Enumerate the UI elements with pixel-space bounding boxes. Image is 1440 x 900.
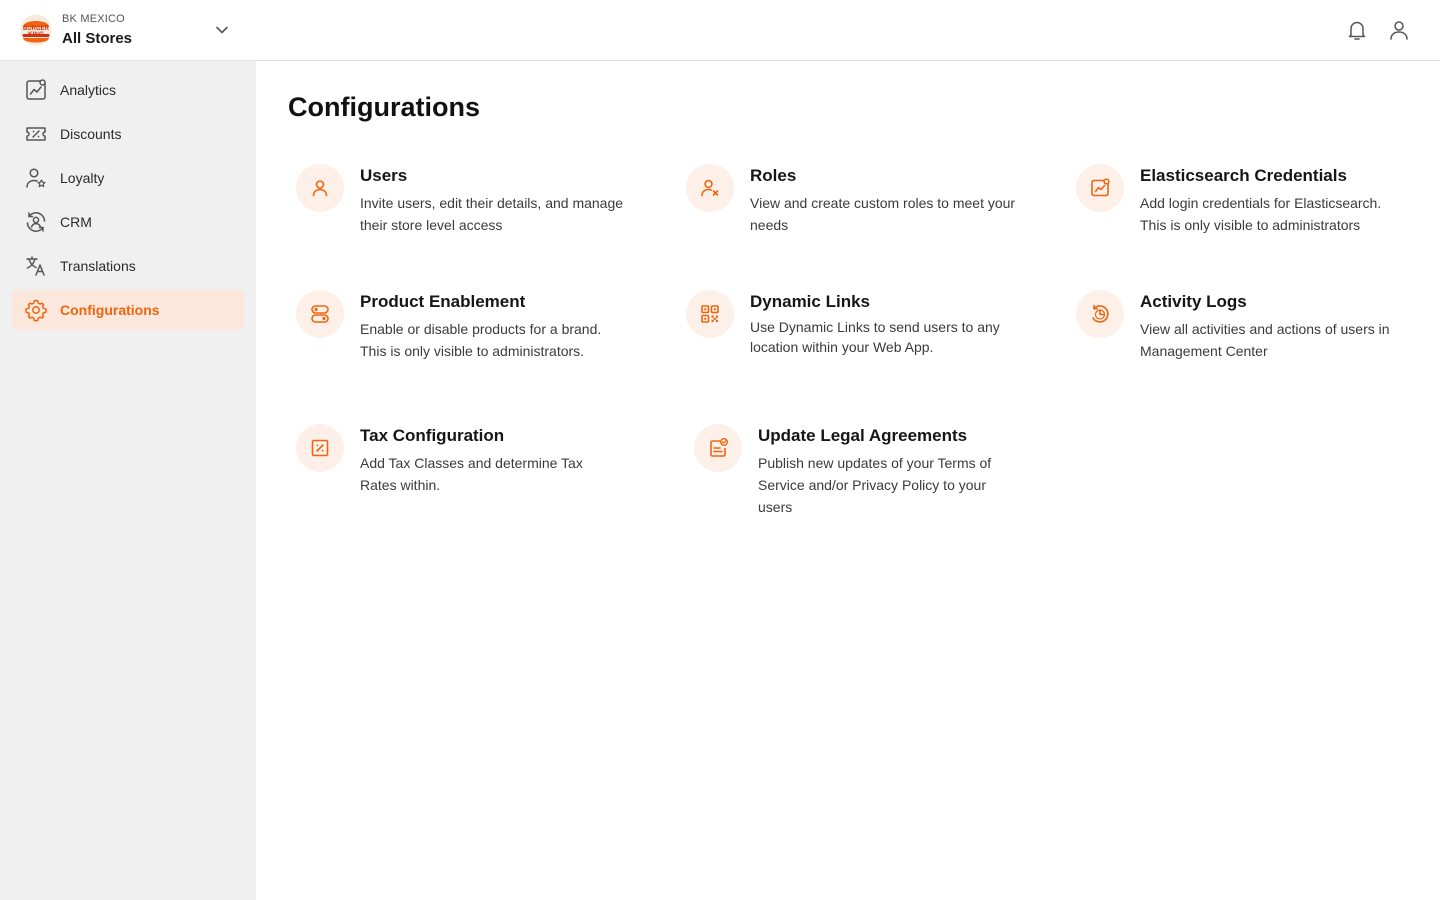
user-icon [308,176,332,200]
toggle-icon [308,302,332,326]
config-card-users[interactable] [296,164,636,264]
card-icon-circle [1076,290,1124,338]
card-icon-circle [686,164,734,212]
sidebar-item-configurations[interactable] [12,290,244,330]
sidebar [0,61,256,900]
burger-king-logo[interactable] [20,14,52,46]
qr-code-icon [698,302,722,326]
document-check-icon [706,436,730,460]
loyalty-user-star-icon [24,166,48,190]
user-icon [1387,18,1411,42]
card-description: View all activities and actions of users in Management Center [1140,321,1390,359]
sidebar-item-translations[interactable] [12,246,244,286]
card-title: Activity Logs [1140,292,1247,311]
clock-history-icon [1088,302,1112,326]
card-title: Dynamic Links [750,292,870,311]
svg-text:BURGER: BURGER [22,26,50,33]
card-title: Users [360,166,408,185]
card-description: Use Dynamic Links to send users to any location within your Web App. [750,319,1000,355]
card-title: Tax Configuration [360,426,505,445]
card-title: Update Legal Agreements [758,426,968,445]
sidebar-item-label: Analytics [60,82,117,98]
sidebar-item-analytics[interactable] [12,70,244,110]
sidebar-item-discounts[interactable] [12,114,244,154]
sidebar-item-loyalty[interactable] [12,158,244,198]
card-description: Enable or disable products for a brand. This is only visible to administrators. [360,321,602,359]
card-icon-circle [686,290,734,338]
card-title: Product Enablement [360,292,526,311]
config-card-tax-configuration[interactable] [296,424,636,524]
analytics-icon [24,78,48,102]
bell-icon [1345,18,1369,42]
gear-icon [24,298,48,322]
config-card-product-enablement[interactable] [296,290,636,390]
config-card-update-legal-agreements[interactable] [694,424,1034,534]
notifications-button[interactable] [1343,16,1371,44]
card-icon-circle [694,424,742,472]
card-description: Publish new updates of your Terms of Service and/or Privacy Policy to your users [758,455,992,515]
discount-ticket-icon [24,122,48,146]
sidebar-item-label: CRM [60,214,92,230]
config-card-elasticsearch-credentials[interactable] [1076,164,1416,264]
chevron-down-icon[interactable] [214,22,230,38]
tax-percent-icon [308,436,332,460]
translate-icon [24,254,48,278]
card-description: Invite users, edit their details, and manage their store level access [360,195,624,233]
card-title: Elasticsearch Credentials [1140,166,1347,185]
account-button[interactable] [1385,16,1413,44]
config-card-activity-logs[interactable] [1076,290,1416,390]
card-icon-circle [296,164,344,212]
crm-user-refresh-icon [24,210,48,234]
card-icon-circle [1076,164,1124,212]
card-description: View and create custom roles to meet your needs [750,195,1016,233]
sidebar-item-label: Configurations [60,302,160,318]
chart-badge-icon [1088,176,1112,200]
svg-text:KING: KING [28,30,44,38]
top-header [0,0,1440,61]
sidebar-item-crm[interactable] [12,202,244,242]
config-card-roles[interactable] [686,164,1026,264]
store-name: All Stores [62,30,133,47]
page-title: Configurations [288,92,480,122]
card-title: Roles [750,166,797,185]
card-icon-circle [296,290,344,338]
card-icon-circle [296,424,344,472]
sidebar-item-label: Discounts [60,126,122,142]
sidebar-item-label: Translations [60,258,136,274]
store-switcher[interactable] [62,12,232,50]
card-description: Add Tax Classes and determine Tax Rates within. [360,455,583,493]
sidebar-item-label: Loyalty [60,170,105,186]
config-card-dynamic-links[interactable] [686,290,1026,390]
brand-name: BK MEXICO [62,13,125,25]
card-description: Add login credentials for Elasticsearch. This is only visible to administrators [1140,195,1382,233]
user-roles-icon [698,176,722,200]
